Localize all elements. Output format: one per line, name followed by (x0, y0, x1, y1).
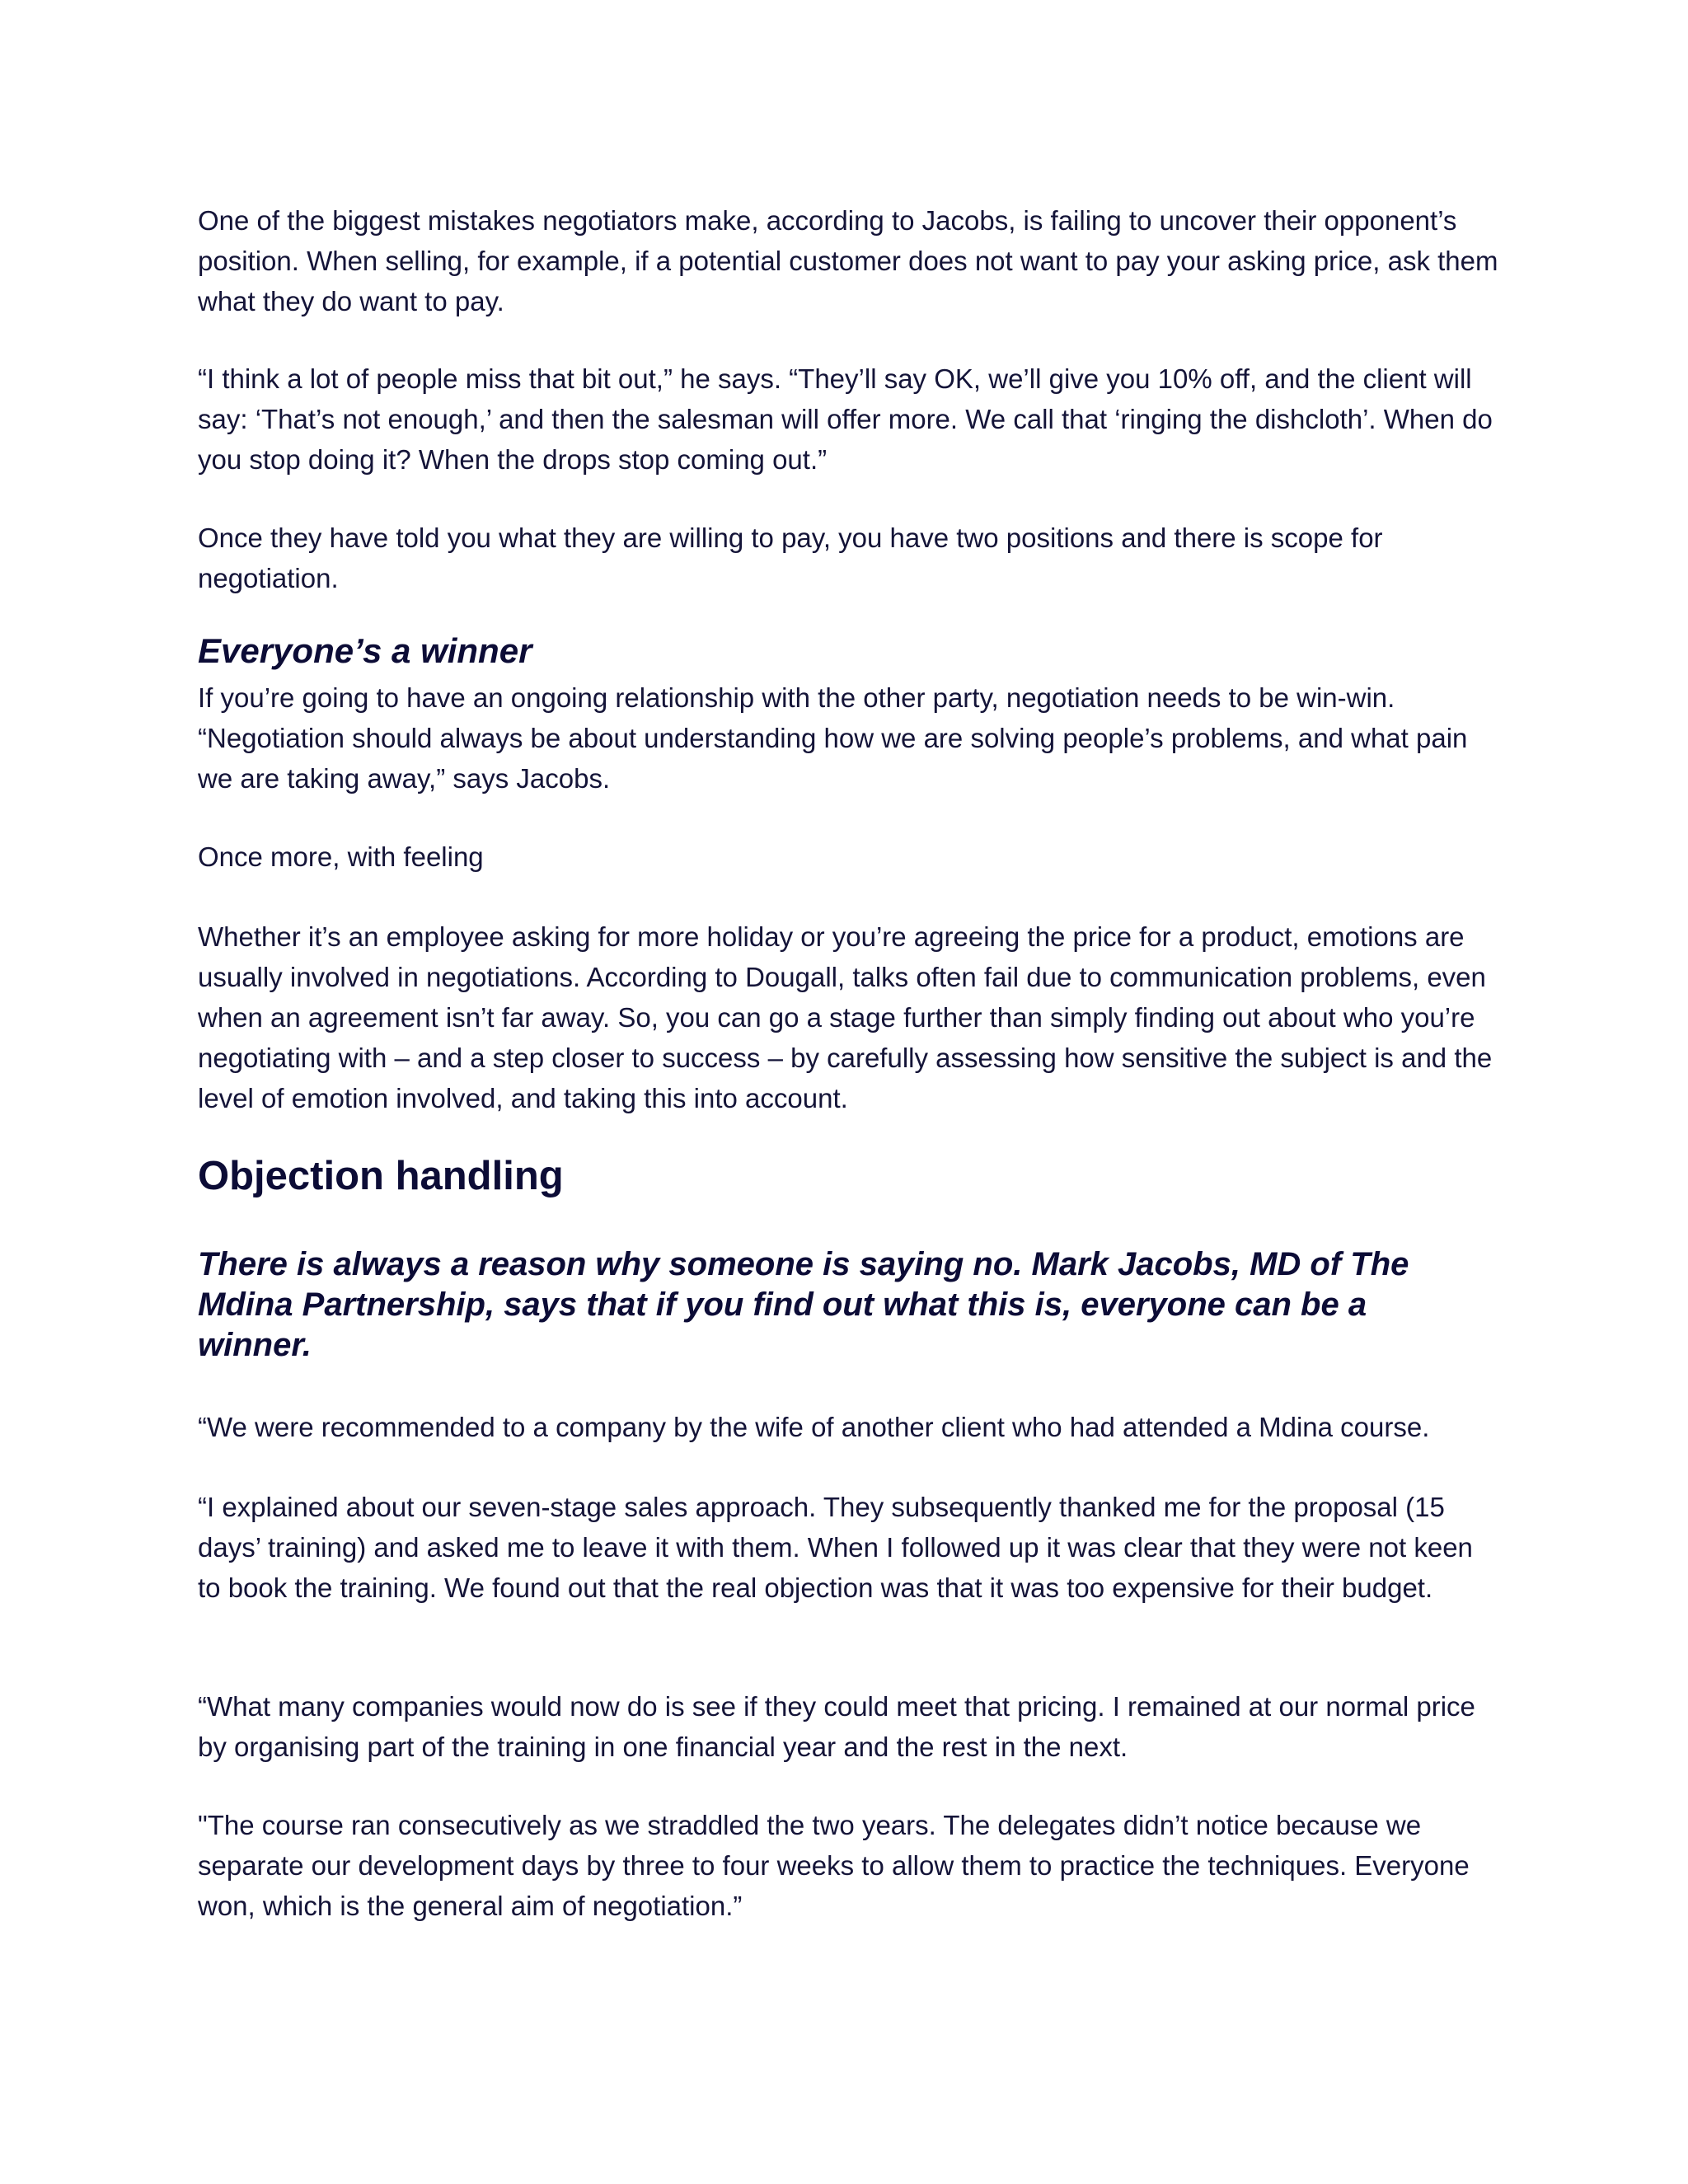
paragraph-emotions: Whether it’s an employee asking for more holiday or you’re agreeing the price for a product, emotions are usually involved in negotiations. According to Dougall, talks often fail due to communication problems, even when an agreement isn’t far away. So, you can go a stage further than simply finding out about who you’re negotiating with – and a step closer to success – by carefully assessing how sensitive the subject is and the level of emotion involved, and taking this into account. (198, 921, 1493, 1113)
paragraph-seven-stage: “I explained about our seven-stage sales approach. They subsequently thanked me for the proposal (15 days’ training) and asked me to leave it with them. When I followed up it was clear that they were not keen to book the training. We found out that the real objection was that it was too expensive for their budget. (198, 1492, 1473, 1603)
heading-everyones-a-winner: Everyone’s a winner (198, 631, 532, 670)
paragraph-two-positions: Once they have told you what they are willing to pay, you have two positions and there is scope for negotiation. (198, 523, 1383, 593)
lead-paragraph: There is always a reason why someone is saying no. Mark Jacobs, MD of The Mdina Partnership, says that if you find out what this is, everyone can be a winner. (198, 1246, 1409, 1363)
paragraph-dishcloth-quote: “I think a lot of people miss that bit out,” he says. “They’ll say OK, we’ll give you 10% off, and the client will say: ‘That’s not enough,’ and then the salesman will offer more. We call that ‘ringing the dishcloth’. When do you stop doing it? When the drops stop coming out.” (198, 363, 1493, 475)
heading-objection-handling: Objection handling (198, 1154, 564, 1198)
paragraph-pricing: “What many companies would now do is see if they could meet that pricing. I remained at our normal price by organising part of the training in one financial year and the rest in the next. (198, 1691, 1475, 1762)
paragraph-jacobs-mistakes: One of the biggest mistakes negotiators make, according to Jacobs, is failing to uncover their opponent’s position. When selling, for example, if a potential customer does not want to pay your asking price, ask them what they do want to pay. (198, 205, 1498, 316)
paragraph-once-more-with-feeling: Once more, with feeling (198, 841, 484, 872)
paragraph-win-win: If you’re going to have an ongoing relationship with the other party, negotiation needs to be win-win. “Negotiation should always be about understanding how we are solving people’s problems, and what pain we are taking away,” says Jacobs. (198, 682, 1468, 794)
paragraph-course-ran: "The course ran consecutively as we straddled the two years. The delegates didn’t notice because we separate our development days by three to four weeks to allow them to practice the techniques. Everyone won, which is the general aim of negotiation.” (198, 1810, 1470, 1921)
paragraph-recommended: “We were recommended to a company by the wife of another client who had attended a Mdina course. (198, 1412, 1430, 1442)
